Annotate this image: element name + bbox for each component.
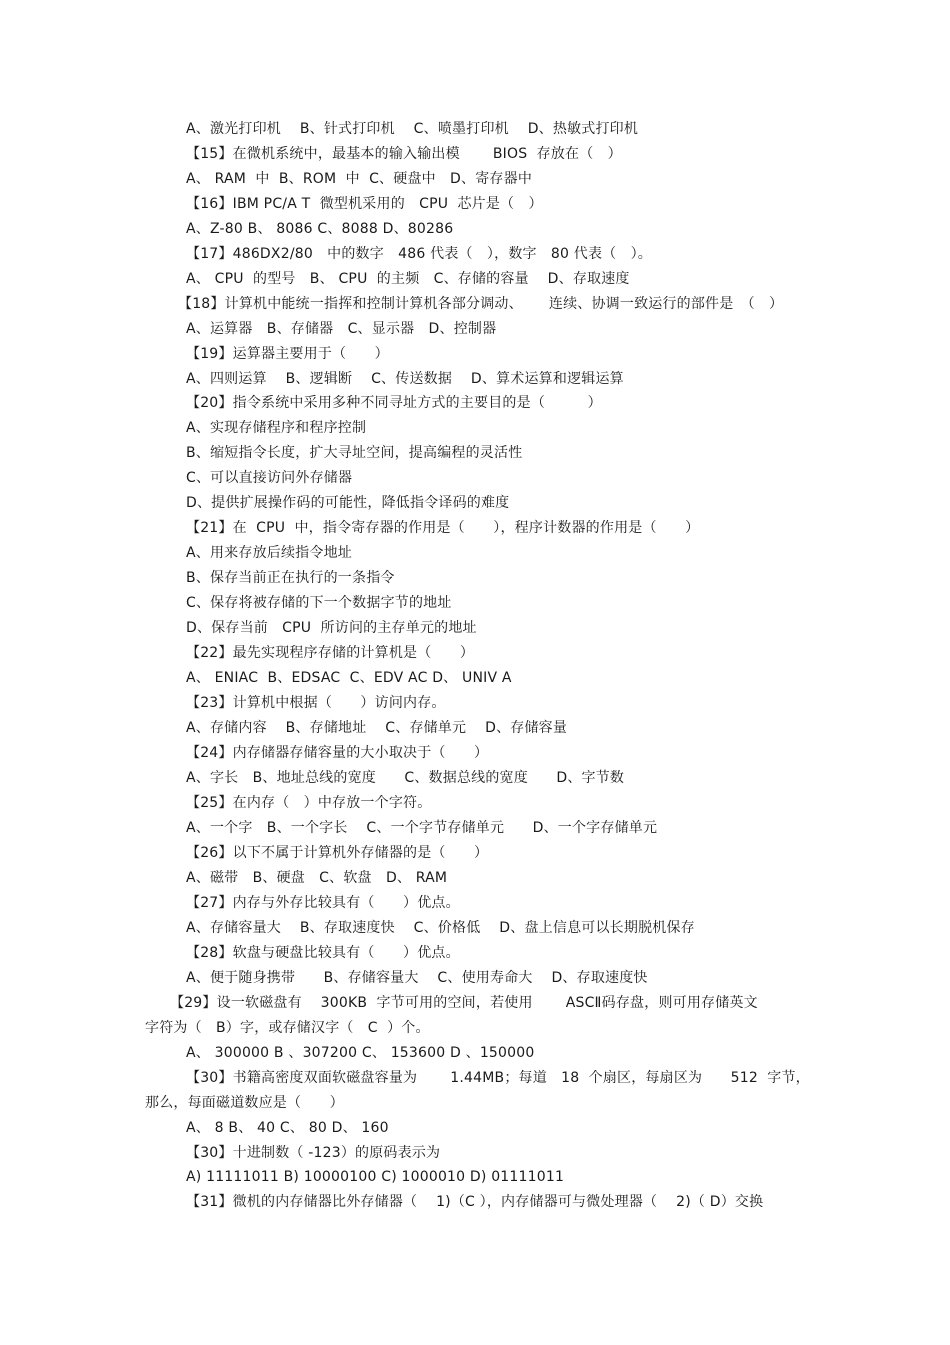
question-16: 【16】IBM PC/A T 微型机采用的 CPU 芯片是（ ） <box>186 196 543 212</box>
question-26: 【26】以下不属于计算机外存储器的是（ ） <box>186 845 489 861</box>
question-24: 【24】内存储器存储容量的大小取决于（ ） <box>186 745 489 761</box>
text-line: A、激光打印机 B、针式打印机 C、喷墨打印机 D、热敏式打印机 <box>186 121 639 137</box>
question-21: 【21】在 CPU 中，指令寄存器的作用是（ ），程序计数器的作用是（ ） <box>186 520 700 536</box>
question-20-option-b: B、缩短指令长度，扩大寻址空间，提高编程的灵活性 <box>186 445 523 461</box>
question-20-option-d: D、提供扩展操作码的可能性，降低指令译码的难度 <box>186 495 510 511</box>
question-21-option-d: D、保存当前 CPU 所访问的主存单元的地址 <box>186 620 477 636</box>
question-30-continuation: 那么，每面磁道数应是（ ） <box>145 1095 344 1111</box>
question-19-options: A、四则运算 B、逻辑断 C、传送数据 D、算术运算和逻辑运算 <box>186 371 624 387</box>
question-17-options: A、 CPU 的型号 B、 CPU 的主频 C、存储的容量 D、存取速度 <box>186 271 630 287</box>
question-28-options: A、便于随身携带 B、存储容量大 C、使用寿命大 D、存取速度快 <box>186 970 648 986</box>
question-30: 【30】书籍高密度双面软磁盘容量为 1.44MB；每道 18 个扇区，每扇区为 512 字节， <box>186 1070 810 1086</box>
question-30-options: A、 8 B、 40 C、 80 D、 160 <box>186 1120 389 1136</box>
question-22: 【22】最先实现程序存储的计算机是（ ） <box>186 645 475 661</box>
question-23-options: A、存储内容 B、存储地址 C、存储单元 D、存储容量 <box>186 720 568 736</box>
question-27-options: A、存储容量大 B、存取速度快 C、价格低 D、盘上信息可以长期脱机保存 <box>186 920 695 936</box>
question-18: 【18】计算机中能统一指挥和控制计算机各部分调动、 连续、协调一致运行的部件是 （ ） <box>178 296 784 312</box>
question-15-options: A、 RAM 中 B、ROM 中 C、硬盘中 D、寄存器中 <box>186 171 533 187</box>
question-26-options: A、磁带 B、硬盘 C、软盘 D、 RAM <box>186 870 448 886</box>
question-20: 【20】指令系统中采用多种不同寻址方式的主要目的是（ ） <box>186 395 602 411</box>
question-28: 【28】软盘与硬盘比较具有（ ）优点。 <box>186 945 460 961</box>
question-27: 【27】内存与外存比较具有（ ）优点。 <box>186 895 460 911</box>
question-29-options: A、 300000 B 、307200 C、 153600 D 、150000 <box>186 1045 535 1061</box>
question-20-option-a: A、实现存储程序和程序控制 <box>186 420 367 436</box>
question-25-options: A、一个字 B、一个字长 C、一个字节存储单元 D、一个字存储单元 <box>186 820 658 836</box>
question-20-option-c: C、可以直接访问外存储器 <box>186 470 353 486</box>
question-30b-options: A) 11111011 B) 10000100 C) 1000010 D) 01111011 <box>186 1169 565 1185</box>
question-16-options: A、Z-80 B、 8086 C、8088 D、80286 <box>186 221 454 237</box>
question-23: 【23】计算机中根据（ ）访问内存。 <box>186 695 446 711</box>
question-22-options: A、 ENIAC B、EDSAC C、EDV AC D、 UNIV A <box>186 670 512 686</box>
question-18-options: A、运算器 B、存储器 C、显示器 D、控制器 <box>186 321 497 337</box>
question-30b: 【30】十进制数（ -123）的原码表示为 <box>186 1145 441 1161</box>
question-24-options: A、字长 B、地址总线的宽度 C、数据总线的宽度 D、字节数 <box>186 770 625 786</box>
question-17: 【17】486DX2/80 中的数字 486 代表（ ），数字 80 代表（ ）。 <box>186 246 652 262</box>
question-15: 【15】在微机系统中，最基本的输入输出模 BIOS 存放在（ ） <box>186 146 622 162</box>
question-21-option-b: B、保存当前正在执行的一条指令 <box>186 570 395 586</box>
question-21-option-c: C、保存将被存储的下一个数据字节的地址 <box>186 595 452 611</box>
question-29: 【29】设一软磁盘有 300KB 字节可用的空间，若使用 ASCⅡ码存盘，则可用存储英文 <box>170 995 758 1011</box>
question-21-option-a: A、用来存放后续指令地址 <box>186 545 352 561</box>
question-19: 【19】运算器主要用于（ ） <box>186 346 389 362</box>
question-31: 【31】微机的内存储器比外存储器（ 1)（C ），内存储器可与微处理器（ 2)（ D）交换 <box>186 1194 764 1210</box>
question-29-continuation: 字符为（ B）字，或存储汉字（ C ）个。 <box>145 1020 430 1036</box>
question-25: 【25】在内存（ ）中存放一个字符。 <box>186 795 432 811</box>
